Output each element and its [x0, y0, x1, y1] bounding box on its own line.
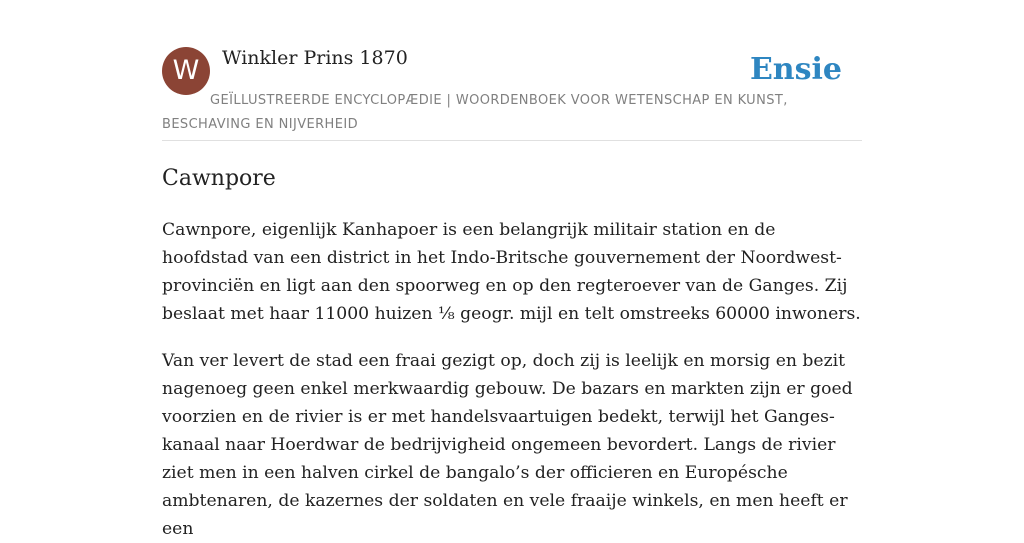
article-body	[162, 160, 862, 543]
source-avatar[interactable]: W	[162, 47, 210, 95]
source-subtitle: GEÏLLUSTREERDE ENCYCLOPÆDIE | WOORDENBOEK VOOR WETENSCHAP EN KUNST, BESCHAVING EN NIJVERHEID	[162, 93, 788, 132]
article-paragraph: Cawnpore, eigenlijk Kanhapoer is een belangrijk militair station en de hoofdstad van een district in het Indo-Britsche gouvernement der Noordwest-provinciën en ligt aan den spoorweg en op den regteroever van de Ganges. Zij beslaat met haar 11000 huizen ⅛ geogr. mijl en telt omstreeks 60000 inwoners.	[162, 220, 861, 324]
source-header	[162, 46, 862, 141]
brand-logo[interactable]: Ensie	[749, 52, 842, 87]
source-title-link[interactable]: Winkler Prins 1870	[222, 47, 408, 69]
article-title: Cawnpore	[162, 166, 276, 191]
article-paragraph: Van ver levert de stad een fraai gezigt op, doch zij is leelijk en morsig en bezit nagenoeg geen enkel merkwaardig gebouw. De bazars en markten zijn er goed voorzien en de rivier is er met handelsvaartuigen bedekt, terwijl het Ganges-kanaal naar Hoerdwar de bedrijvigheid ongemeen bevordert. Langs de rivier ziet men in een halven cirkel de bangalo’s der officieren en Europésche ambtenaren, de kazernes der soldaten en vele fraaije winkels, en men heeft er een	[162, 351, 853, 539]
